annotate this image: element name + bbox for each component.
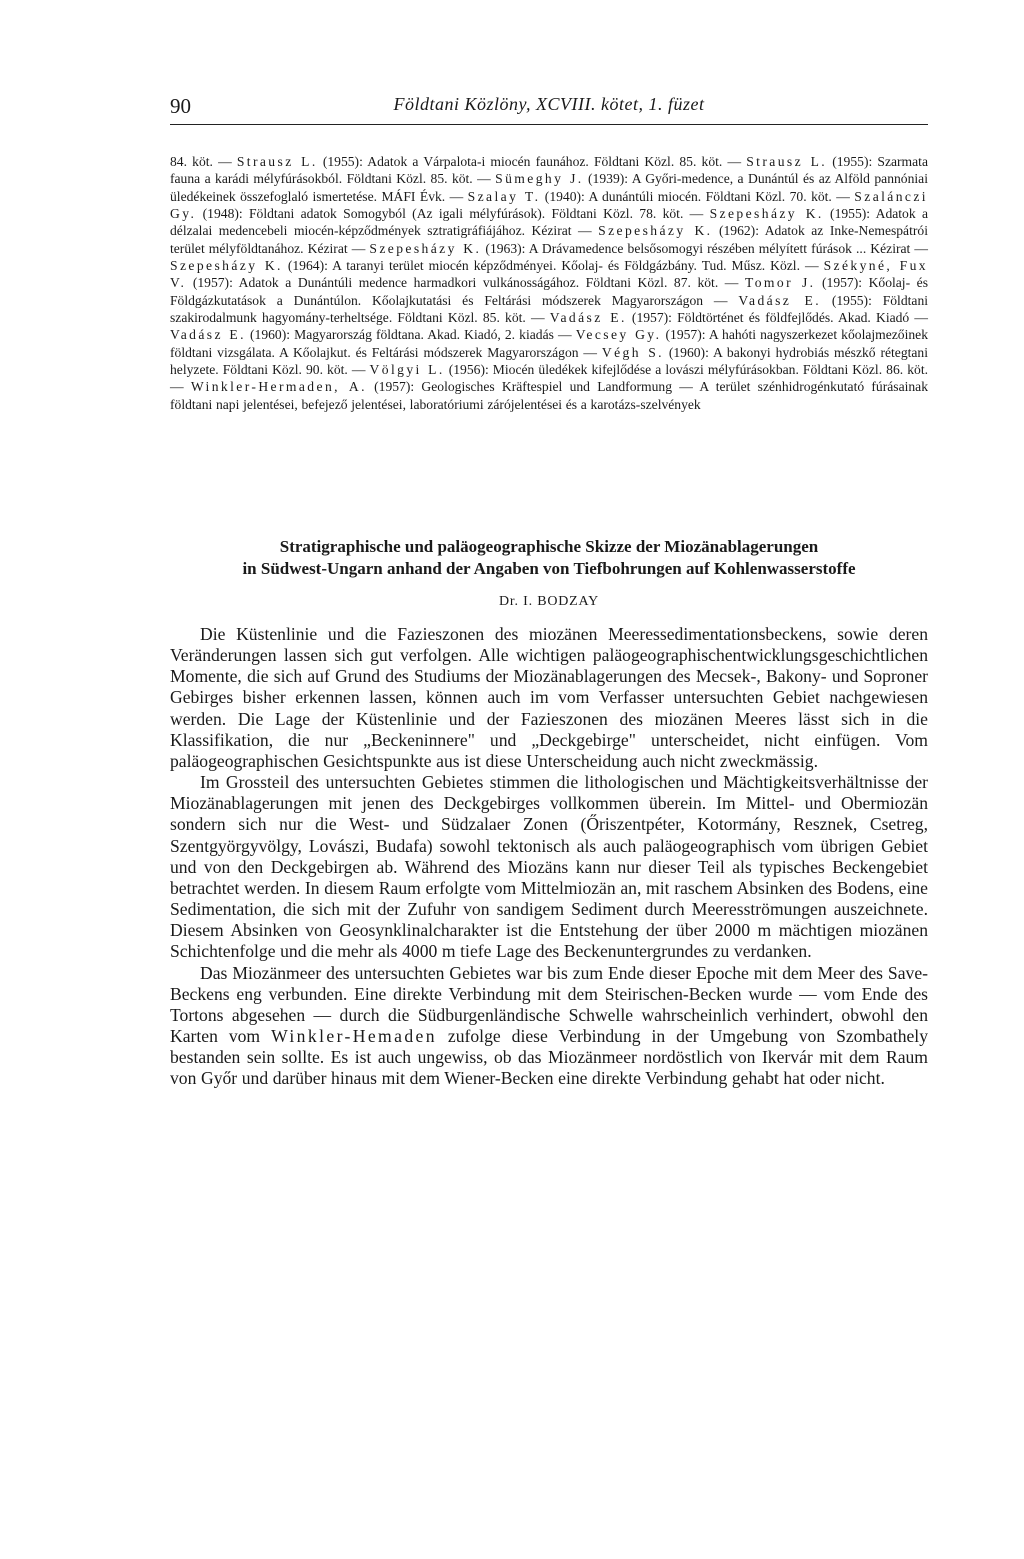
ref-fragment: (1955): Adatok a délzalai medencebeli miocén-képződmények sztratigráfiájához. Kézirat — — [170, 206, 928, 239]
ref-fragment: (1955): Szarmata fauna a karádi mélyfúrásokból. Földtani Közl. 85. köt. — — [170, 154, 928, 187]
ref-author: Vadász E. — [170, 327, 246, 343]
ref-author: Tomor J. — [744, 275, 816, 291]
paragraph-fragment: Das Miozänmeer des untersuchten Gebietes war bis zum Ende dieser Epoche mit dem Meer des Save-Beckens eng verbunden. Eine direkte Verbindung mit dem Steirischen-Becken wurde — vom Ende des Tortons abgesehen — durch die Südburgenländische Schwelle wahrscheinlich verhindert, obwohl den Karten vom — [170, 962, 928, 1046]
ref-author: Winkler-Hermaden, A. — [190, 379, 367, 395]
reference-list — [170, 153, 928, 413]
ref-fragment: 84. köt. — — [170, 154, 237, 169]
ref-fragment: (1957): Adatok a Dunántúli medence harmadkori vulkánosságához. Földtani Közl. 87. köt. — — [186, 275, 745, 291]
paragraph-fragment: zufolge diese Verbindung in der Umgebung von Szombathely bestanden sein sollte. Es ist auch ungewiss, ob das Miozänmeer nordöstlich von Ikervár mit dem Raum von Győr und darüber hinaus mit dem Wiener-Becken eine direkte Verbindung gehabt hat oder nicht. — [170, 1025, 928, 1089]
ref-author: Sümeghy J. — [495, 171, 584, 187]
ref-fragment: (1962): Adatok az Inke-Nemespátrói terület mélyföldtanához. Kézirat — — [170, 223, 928, 256]
ref-fragment: (1957): A hahóti nagyszerkezet kőolajmezőinek földtani vizsgálata. A Kőolajkut. és Feltárási módszerek Magyarországon — — [170, 327, 929, 360]
ref-fragment: (1939): A Győri-medence, a Dunántúl és az Alföld pannóniai üledékeinek összefoglaló ismertetése. MÁFI Évk. — — [170, 171, 928, 204]
ref-fragment: (1960): A bakonyi hydrobiás mészkő rétegtani helyzete. Földtani Közl. 90. köt. — — [170, 344, 928, 378]
ref-author: Szepesházy K. — [598, 223, 713, 239]
paragraph: Im Grossteil des untersuchten Gebietes stimmen die lithologischen und Mächtigkeitsverhältnisse der Miozänablagerungen mit jenen des Deckgebirges vollkommen überein. Im Mittel- und Obermiozän sondern sich nur die West- und Südzalaer Zonen (Őriszentpéter, Kotormány, Resznek, Csetreg, Szentgyörgyvölgy, Lovászi, Budafa) sowohl tektonisch als auch paläogeographisch vom übrigen Gebiet und von den Deckgebirgen ab. Während des Miozäns kann nur dieser Teil als typisches Beckengebiet betrachtet werden. In diesem Raum erfolgte vom Mittelmiozän an, mit raschem Absinken des Bodens, eine Sedimentation, die sich mit der Zufuhr von sandigem Sediment durch Meeresströmungen auszeichnete. Diesem Absinken von Geosynklinalcharakter ist die Entstehung der über 2000 m mächtigen miozänen Schichtenfolge und die mehr als 4000 m tiefe Lage des Beckenuntergrundes zu verdanken. — [170, 772, 928, 962]
header-rule — [170, 124, 928, 125]
ref-author: Végh S. — [601, 344, 664, 360]
ref-author: Szepesházy K. — [369, 240, 482, 256]
paragraph: Die Küstenlinie und die Fazieszonen des miozänen Meeressedimentationsbeckens, sowie deren Veränderungen lassen sich gut verfolgen. Alle wichtigen paläogeographischentwicklungsgeschichtlichen Momente, die sich auf Grund des Studiums der Miozänablagerungen des Mecsek-, Bakony- und Soproner Gebirges bisher erkennen lassen, können auch im vom Verfasser untersuchten Gebiet nachgewiesen werden. Die Lage der Küstenlinie und der Fazieszonen des miozänen Meeres lässt sich in die Klassifikation, die nur „Beckeninnere" und „Deckgebirge" unterscheidet, nicht einfügen. Vom paläogeographischen Gesichtspunkte aus ist diese Unterscheidung auch nicht zweckmässig. — [170, 624, 928, 771]
reference-text — [170, 153, 928, 413]
journal-title: Földtani Közlöny, XCVIII. kötet, 1. füzet — [393, 94, 705, 114]
ref-author: Völgyi L. — [369, 362, 445, 378]
ref-fragment: (1957): Geologisches Kräftespiel und Landformung — A terület szénhidrogénkutató fúrásainak földtani napi jelentései, befejező jelentései, laboratóriumi zárójelentései és a karotázs-szelvények — [170, 379, 929, 412]
ref-author: Szalánczi Gy. — [170, 188, 928, 222]
ref-author: Strausz L. — [236, 154, 318, 169]
ref-author: Szepesházy K. — [170, 258, 283, 274]
ref-author: Vecsey Gy. — [575, 327, 662, 343]
article-author: Dr. I. BODZAY — [498, 594, 600, 609]
ref-fragment: (1964): A taranyi terület miocén képződményei. Kőolaj- és Földgázbány. Tud. Műsz. Közl. — — [282, 258, 824, 274]
ref-fragment: (1948): Földtani adatok Somogyból (Az igali mélyfúrások). Földtani Közl. 78. köt. — — [196, 206, 710, 222]
ref-fragment: (1960): Magyarország földtana. Akad. Kiadó, 2. kiadás — — [245, 327, 576, 343]
article-title-line: in Südwest-Ungarn anhand der Angaben von Tiefbohrungen auf Kohlenwasserstoffe — [242, 559, 856, 578]
paragraph — [170, 963, 928, 1090]
ref-fragment: (1956): Miocén üledékek kifejlődése a lovászi mélyfúrásokban. Földtani Közl. 86. köt. — — [170, 362, 928, 395]
cited-author: Winkler-Hemaden — [271, 1025, 437, 1046]
ref-author: Szepesházy K. — [709, 206, 824, 222]
ref-fragment: (1955): Adatok a Várpalota-i miocén faunához. Földtani Közl. 85. köt. — — [317, 154, 747, 169]
ref-fragment: (1955): Földtani szakirodalmunk hagyomány-terheltsége. Földtani Közl. 85. köt. — — [170, 292, 929, 326]
page-number: 90 — [170, 94, 191, 118]
ref-fragment: (1963): A Drávamedence belsősomogyi részében mélyített fúrások ... Kézirat — — [481, 240, 928, 256]
article-body — [170, 624, 928, 1089]
journal-page — [170, 0, 928, 1559]
ref-fragment: (1957): Kőolaj- és Földgázkutatások a Dunántúlon. Kőolajkutatási és Feltárási módszerek Magyarországon — — [170, 275, 928, 308]
ref-author: Szalay T. — [467, 188, 541, 204]
ref-author: Vadász E. — [549, 310, 627, 326]
ref-fragment: (1957): Földtörténet és földfejlődés. Akad. Kiadó — — [626, 310, 928, 326]
article-title-line: Stratigraphische und paläogeographische Skizze der Miozänablagerungen — [279, 537, 819, 556]
ref-author: Székyné, Fux V. — [170, 258, 928, 291]
ref-author: Vadász E. — [738, 292, 821, 308]
article-title — [170, 536, 928, 580]
running-head — [170, 94, 928, 122]
ref-author: Strausz L. — [746, 154, 828, 169]
ref-fragment: (1940): A dunántúli miocén. Földtani Közl. 70. köt. — — [540, 188, 855, 204]
